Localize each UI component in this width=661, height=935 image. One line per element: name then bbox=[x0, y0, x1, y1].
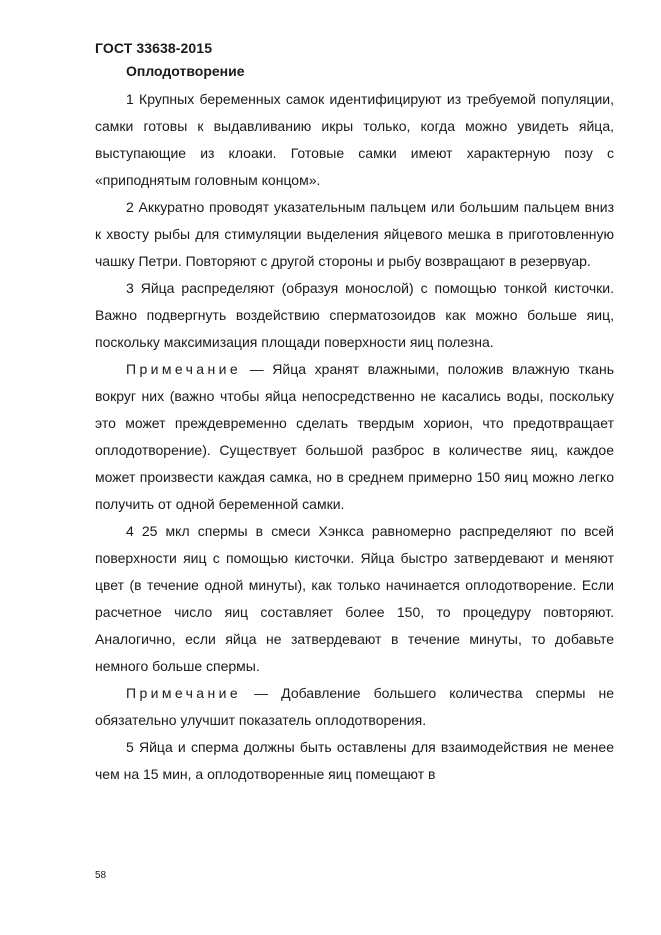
standard-header: ГОСТ 33638-2015 bbox=[95, 40, 213, 56]
paragraph-3 bbox=[95, 275, 614, 356]
paragraph-text: 1 Крупных беременных самок идентифицируют из требуемой популяции, самки готовы к выдавливанию икры только, когда можно увидеть яйца, выступающие из клоаки. Готовые самки имеют характерную позу с «приподнятым головным концом». bbox=[95, 91, 614, 188]
note-2 bbox=[95, 680, 614, 734]
note-text: — Добавление большего количества спермы не обязательно улучшит показатель оплодотворения. bbox=[95, 685, 614, 728]
paragraph-2 bbox=[95, 194, 614, 275]
paragraph-5 bbox=[95, 734, 614, 788]
note-label: Примечание bbox=[126, 361, 242, 377]
paragraph-text: 3 Яйца распределяют (образуя монослой) с помощью тонкой кисточки. Важно подвергнуть воздействию сперматозоидов как можно больше яиц, поскольку максимизация площади поверхности яиц полезна. bbox=[95, 280, 614, 350]
document-body bbox=[95, 86, 614, 788]
note-label: Примечание bbox=[126, 685, 242, 701]
paragraph-text: 2 Аккуратно проводят указательным пальцем или большим пальцем вниз к хвосту рыбы для стимуляции выделения яйцевого мешка в приготовленную чашку Петри. Повторяют с другой стороны и рыбу возвращают в резервуар. bbox=[95, 199, 614, 269]
paragraph-text: 5 Яйца и сперма должны быть оставлены для взаимодействия не менее чем на 15 мин, а оплодотворенные яиц помещают в bbox=[95, 739, 614, 782]
page-number: 58 bbox=[95, 870, 107, 881]
paragraph-text: 4 25 мкл спермы в смеси Хэнкса равномерно распределяют по всей поверхности яиц с помощью кисточки. Яйца быстро затвердевают и меняют цвет (в течение одной минуты), как только начинается оплодотворение. Если расчетное число яиц составляет более 150, то процедуру повторяют. Аналогично, если яйца не затвердевают в течение минуты, то добавьте немного больше спермы. bbox=[95, 523, 614, 674]
note-1 bbox=[95, 356, 614, 518]
note-text: — Яйца хранят влажными, положив влажную ткань вокруг них (важно чтобы яйца непосредственно не касались воды, поскольку это может преждевременно сделать твердым хорион, что предотвращает оплодотворение). Существует большой разброс в количестве яиц, каждое может произвести каждая самка, но в среднем примерно 150 яиц можно легко получить от одной беременной самки. bbox=[95, 361, 614, 512]
paragraph-4 bbox=[95, 518, 614, 680]
section-title: Оплодотворение bbox=[126, 63, 245, 79]
paragraph-1 bbox=[95, 86, 614, 194]
